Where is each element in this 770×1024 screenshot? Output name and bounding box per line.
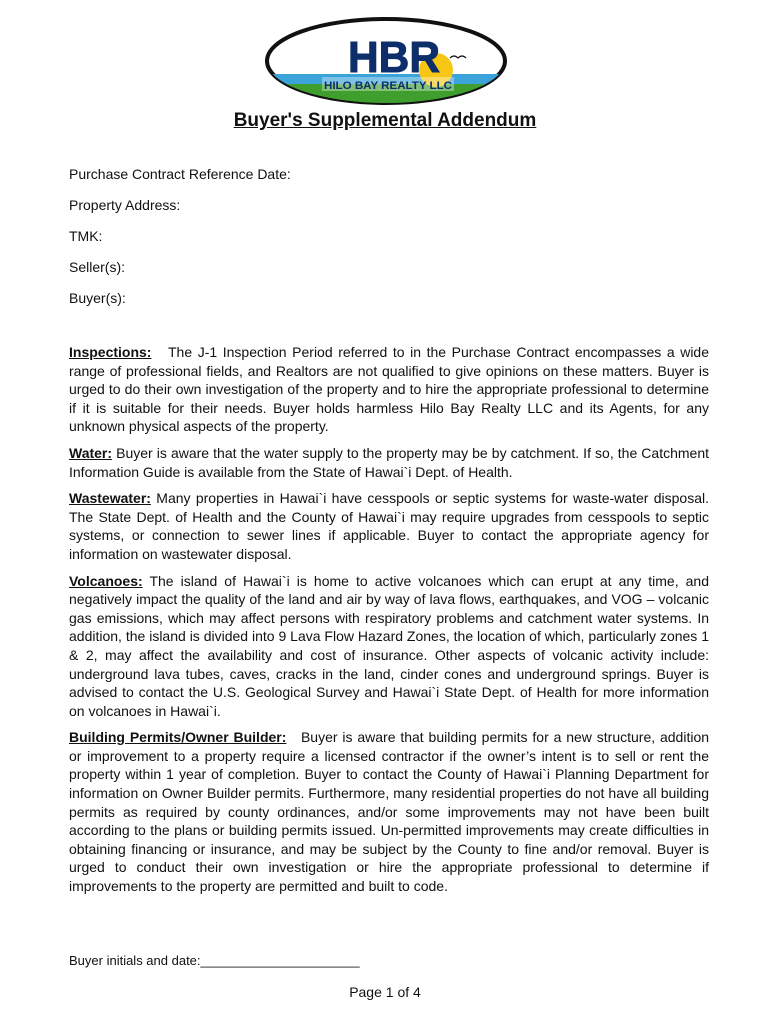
section-heading: Water: <box>69 444 113 461</box>
hbr-logo <box>262 14 510 108</box>
section-heading: Wastewater: <box>69 490 151 507</box>
addendum-body <box>69 343 709 904</box>
section-heading: Inspections: <box>69 344 152 360</box>
section-text: The island of Hawai`i is home to active volcanoes which can erupt at any time, and negatively impact the quality of the land and air by way of lava flows, earthquakes, and VOG – volcanic gas emissions, which may affect persons with respiratory problems and catchment water systems. In addition, the island is divided into 9 Lava Flow Hazard Zones, the location of which, particularly zones 1 & 2, may affect the availability and cost of insurance. Other aspects of volcanic activity include: underground lava tubes, caves, cracks in the land, cinder cones and underground springs. Buyer is advised to contact the U.S. Geological Survey and Hawai`i State Dept. of Health for more information on volcanoes in Hawai`i. <box>69 572 709 719</box>
section-wastewater <box>69 489 709 563</box>
section-text: Buyer is aware that building permits for a new structure, addition or improvement to a property require a licensed contractor if the owner’s intent is to sell or rent the property within 1 year of completion. Buyer to contact the County of Hawai`i Planning Department for information on Owner Builder permits. Furthermore, many residential properties do not have all building permits as required by county ordinances, and/or some improvements may not have been built according to the plans or building permits issued. Un-permitted improvements may create difficulties in obtaining financing or insurance, and may be subject by the County to fine and/or removal. Buyer is urged to conduct their own investigation or hire the appropriate professional to determine if improvements to the property are permitted and built to code. <box>69 729 710 895</box>
section-text: The J-1 Inspection Period referred to in the Purchase Contract encompasses a wide range of professional fields, and Realtors are not qualified to give opinions on these matters. Buyer is urged to do their own investigation of the property and to hire the appropriate professional to determine if it is suitable for their needs. Buyer holds harmless Hilo Bay Realty LLC and its Agents, for any unknown physical aspects of the property. <box>69 344 710 435</box>
buyer-initials-line: Buyer initials and date:______________________ <box>69 953 360 968</box>
section-text: Buyer is aware that the water supply to the property may be by catchment. If so, the Catchment Information Guide is available from the State of Hawai`i Dept. of Health. <box>69 444 709 480</box>
section-heading: Volcanoes: <box>69 572 143 589</box>
field-tmk: TMK: <box>69 228 103 244</box>
section-inspections <box>69 343 709 436</box>
contract-fields <box>69 165 709 320</box>
field-sellers: Seller(s): <box>69 259 126 275</box>
section-text: Many properties in Hawai`i have cesspools or septic systems for waste-water disposal. The State Dept. of Health and the County of Hawai`i may require upgrades from cesspools to septic systems, or connection to sewer lines if applicable. Buyer to contact the appropriate agency for information on wastewater disposal. <box>69 490 710 562</box>
document-title: Buyer's Supplemental Addendum <box>233 110 537 131</box>
section-building-permits <box>69 728 709 895</box>
logo-tagline: HILO BAY REALTY LLC <box>324 80 453 92</box>
section-water <box>69 444 709 481</box>
field-reference-date: Purchase Contract Reference Date: <box>69 166 291 182</box>
field-property-address: Property Address: <box>69 197 181 213</box>
logo-letters: HBR <box>348 33 440 82</box>
field-buyers: Buyer(s): <box>69 290 126 306</box>
section-heading: Building Permits/Owner Builder: <box>69 729 287 746</box>
section-volcanoes <box>69 572 709 721</box>
page-number: Page 1 of 4 <box>349 984 421 1000</box>
